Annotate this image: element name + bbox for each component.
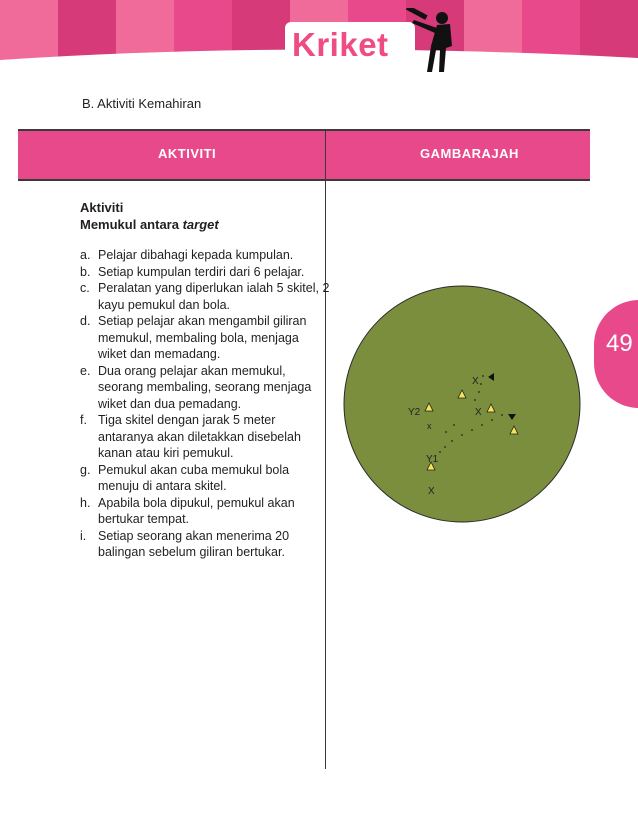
activity-steps [80,247,330,561]
section-heading: B. Aktiviti Kemahiran [82,96,202,111]
field-circle [344,286,580,522]
list-item: d. Setiap pelajar akan mengambil giliran memukul, membaling bola, menjaga wiket dan memadang. [80,314,307,361]
list-item: f. Tiga skitel dengan jarak 5 meter antaranya akan diletakkan disebelah kanan atau kiri pemukul. [80,413,301,460]
activity-title [80,199,219,233]
page-title: Kriket [292,26,389,63]
column-header-activity: AKTIVITI [158,146,217,161]
label-x-mid: X [475,407,482,418]
cricket-batsman-icon [404,8,466,85]
column-header-diagram: GAMBARAJAH [420,146,519,161]
label-y1: Y1 [426,454,439,465]
activity-title-line2: Memukul antara target [80,217,219,232]
list-item: h. Apabila bola dipukul, pemukul akan bertukar tempat. [80,495,295,526]
list-item: i. Setiap seorang akan menerima 20 balingan sebelum giliran bertukar. [80,528,290,559]
list-item: a. Pelajar dibahagi kepada kumpulan. [80,248,294,262]
activity-title-line1: Aktiviti [80,200,124,215]
list-item: c. Peralatan yang diperlukan ialah 5 skitel, 2 kayu pemukul dan bola. [80,281,330,312]
label-x-bottom: X [428,486,435,497]
field-svg [342,284,582,524]
list-item: g. Pemukul akan cuba memukul bola menuju di antara skitel. [80,462,290,493]
target-word: target [182,217,219,232]
label-y2: Y2 [408,407,421,418]
list-item: e. Dua orang pelajar akan memukul, seorang membaling, seorang menjaga wiket dan dua pemadang. [80,363,312,411]
page-number: 49 [606,330,633,357]
label-x-small: x [427,421,432,431]
table-header [18,129,590,181]
list-item: b. Setiap kumpulan terdiri dari 6 pelajar. [80,264,305,279]
label-x-top: X [472,376,479,387]
field-diagram [342,284,582,529]
